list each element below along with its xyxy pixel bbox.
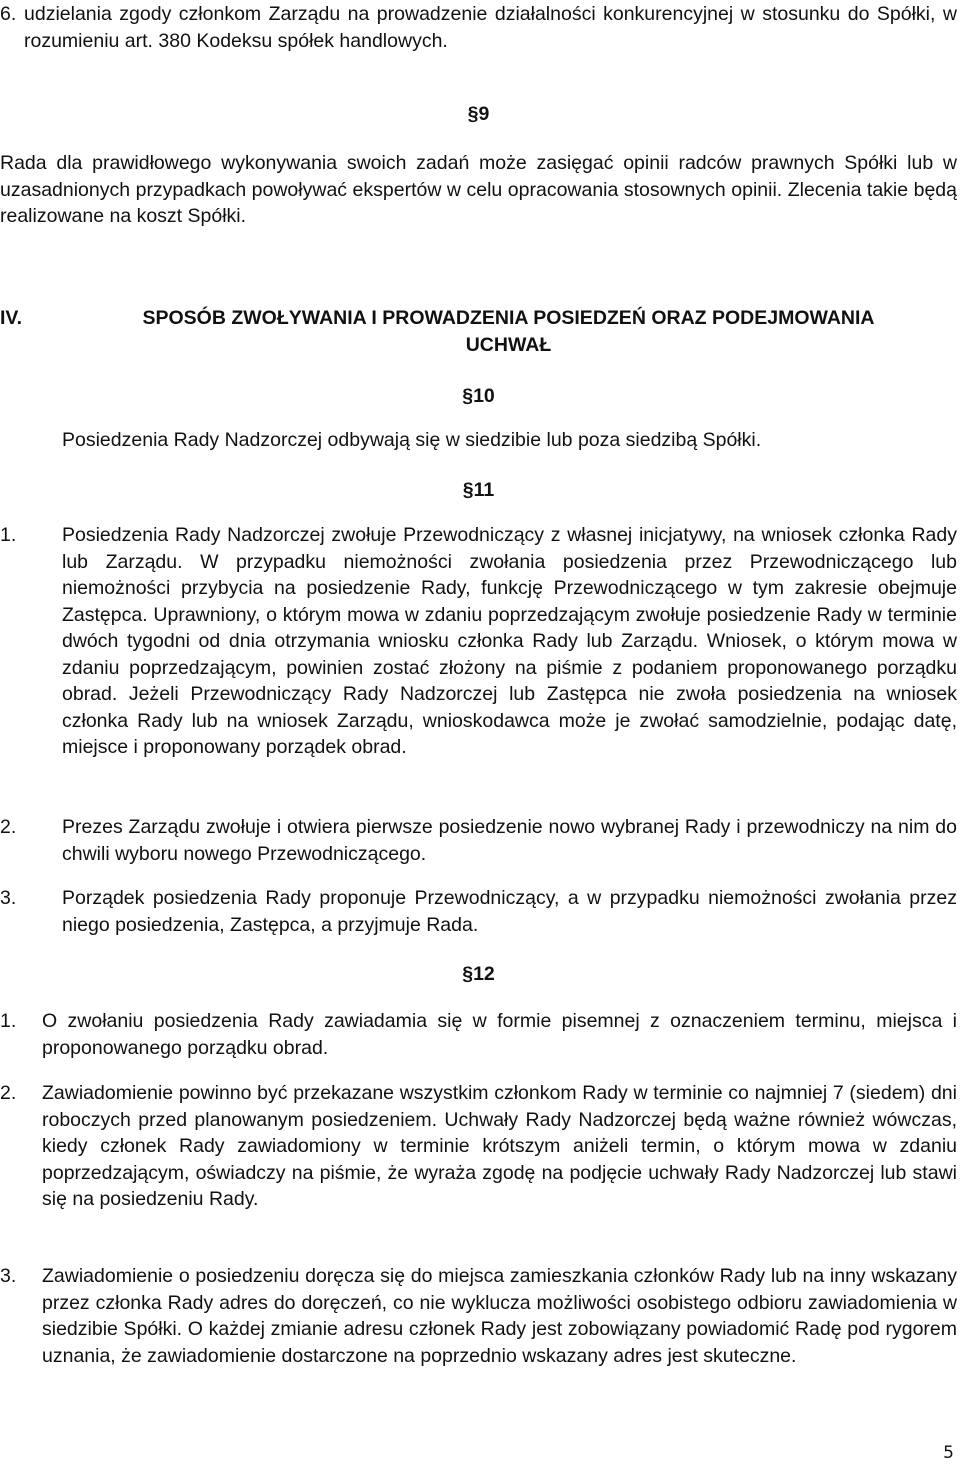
section-number: 12 xyxy=(473,963,495,985)
paragraph-10: Posiedzenia Rady Nadzorczej odbywają się w siedzibie lub poza siedzibą Spółki. xyxy=(62,429,762,451)
section-sign-9: §9 xyxy=(467,103,490,125)
list-item xyxy=(0,885,957,938)
section-number: 11 xyxy=(473,479,495,501)
section-number: 10 xyxy=(473,385,495,407)
paragraph-9: Rada dla prawidłowego wykonywania swoich zadań może zasięgać opinii radców prawnych Spółki lub w uzasadnionych przypadkach powoływać ekspertów w celu opracowania stosownych opinii. Zlecenia takie będą realizowane na koszt Spółki. xyxy=(0,152,957,227)
list-number: 1. xyxy=(0,524,17,546)
list-number: 2. xyxy=(0,816,17,838)
list-number: 3. xyxy=(0,1265,17,1287)
list-item xyxy=(0,522,957,761)
list-item xyxy=(0,814,957,867)
section-title-line-1: SPOSÓB ZWOŁYWANIA I PROWADZENIA POSIEDZEŃ ORAZ PODEJMOWANIA xyxy=(142,307,875,329)
section-sign-11: §11 xyxy=(462,479,495,501)
list-text: Prezes Zarządu zwołuje i otwiera pierwsze posiedzenie nowo wybranej Rady i przewodniczy na nim do chwili wyboru nowego Przewodniczącego. xyxy=(62,816,957,865)
list-number: 2. xyxy=(0,1082,17,1104)
list-number: 6. xyxy=(0,3,17,25)
list-text: udzielania zgody członkom Zarządu na prowadzenie działalności konkurencyjnej w stosunku do Spółki, w rozumieniu art. 380 Kodeksu spółek handlowych. xyxy=(24,3,957,52)
section-sign-10: §10 xyxy=(462,385,495,407)
list-item-6 xyxy=(0,1,957,54)
list-number: 1. xyxy=(0,1010,17,1032)
list-item xyxy=(0,1008,957,1061)
section-number: 9 xyxy=(478,103,490,125)
list-item xyxy=(0,1263,957,1369)
page-number: 5 xyxy=(943,1442,954,1463)
section-sign-12: §12 xyxy=(462,963,495,985)
section-title xyxy=(60,305,957,358)
list-text: O zwołaniu posiedzenia Rady zawiadamia się w formie pisemnej z oznaczeniem terminu, miejsca i proponowanego porządku obrad. xyxy=(42,1010,957,1059)
list-number: 3. xyxy=(0,887,17,909)
list-text: Porządek posiedzenia Rady proponuje Przewodniczący, a w przypadku niemożności zwołania przez niego posiedzenia, Zastępca, a przyjmuje Rada. xyxy=(62,887,957,936)
list-text: Zawiadomienie powinno być przekazane wszystkim członkom Rady w terminie co najmniej 7 (siedem) dni roboczych przed planowanym posiedzeniem. Uchwały Rady Nadzorczej będą ważne również wówczas, kiedy członek Rady zawiadomiony w terminie krótszym aniżeli termin, o którym mowa w zdaniu poprzedzającym, oświadczy na piśmie, że wyraża zgodę na podjęcie uchwały Rady Nadzorczej lub stawi się na posiedzeniu Rady. xyxy=(42,1082,957,1210)
section-title-line-2: UCHWAŁ xyxy=(465,333,552,356)
section-roman-numeral: IV. xyxy=(0,307,23,329)
list-text: Posiedzenia Rady Nadzorczej zwołuje Przewodniczący z własnej inicjatywy, na wniosek członka Rady lub Zarządu. W przypadku niemożności zwołania posiedzenia przez Przewodniczącego lub niemożności przybycia na posiedzenie Rady, funkcję Przewodniczącego w tym zakresie obejmuje Zastępca. Uprawniony, o którym mowa w zdaniu poprzedzającym zwołuje posiedzenie Rady w terminie dwóch tygodni od dnia otrzymania wniosku członka Rady lub Zarządu. Wniosek, o którym mowa w zdaniu poprzedzającym, powinien zostać złożony na piśmie z podaniem proponowanego porządku obrad. Jeżeli Przewodniczący Rady Nadzorczej lub Zastępca nie zwoła posiedzenia na wniosek członka Rady lub na wniosek Zarządu, wnioskodawca może je zwołać samodzielnie, podając datę, miejsce i proponowany porządek obrad. xyxy=(62,524,957,758)
list-item xyxy=(0,1080,957,1213)
list-text: Zawiadomienie o posiedzeniu doręcza się do miejsca zamieszkania członków Rady lub na inny wskazany przez członka Rady adres do doręczeń, co nie wyklucza możliwości osobistego odbioru zawiadomienia w siedzibie Spółki. O każdej zmianie adresu członek Rady jest zobowiązany powiadomić Radę pod rygorem uznania, że zawiadomienie dostarczone na poprzednio wskazany adres jest skuteczne. xyxy=(42,1265,957,1367)
